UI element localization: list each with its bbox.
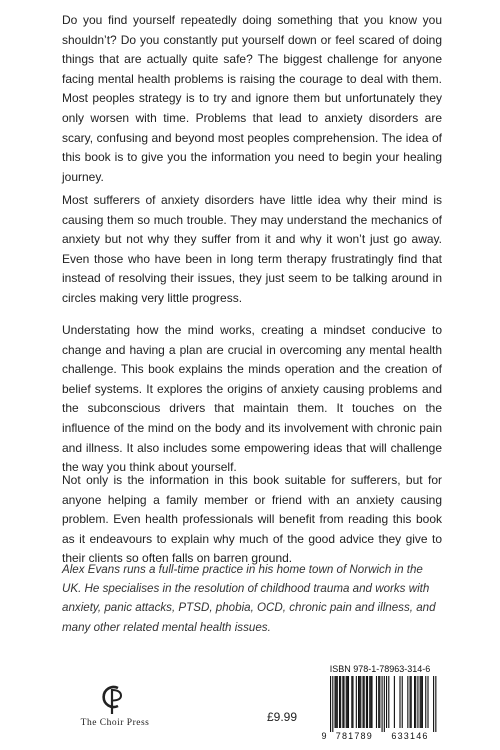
barcode-bar [342,676,343,728]
barcode-bar [427,676,428,728]
barcode-bar [402,676,403,728]
barcode-bar [421,676,422,728]
barcode-bar [399,676,400,728]
barcode-bar [348,676,349,728]
barcode-bar [351,676,352,728]
barcode-bar [343,676,344,728]
barcode-bar [425,676,426,728]
barcode-bar [356,676,357,728]
barcode-bar [388,676,389,728]
barcode-bar [330,676,331,732]
barcode-bar [358,676,359,728]
barcode-bar [347,676,348,728]
barcode-bar [366,676,367,728]
barcode-digits-3: 633146 [391,731,429,741]
barcode-bar [420,676,421,728]
barcode-bar [394,676,395,728]
barcode-bar [407,676,408,728]
barcode-bar [359,676,360,728]
barcode-bar [376,676,377,728]
barcode-panel [318,664,442,742]
barcode-bar [352,676,353,728]
publisher-logo [60,683,170,728]
barcode-bar [362,676,363,728]
barcode-bar [378,676,379,728]
isbn-barcode [318,676,442,742]
isbn-label: ISBN 978-1-78963-314-6 [329,664,431,674]
blurb-paragraph-3: Understating how the mind works, creating a mindset conducive to change and having a plan are crucial in overcoming any mental health challenge. This book explains the minds operation and the creation of belief systems. It explores the origins of anxiety causing problems and the subconscious drivers that maintain them. It touches on the influence of the mind on the body and its involvement with chronic pain and illness. It also includes some empowering ideas that will challenge the way you think about yourself. [62,323,442,475]
barcode-bar [370,676,371,728]
barcode-bar [367,676,368,728]
barcode-bar [435,676,436,732]
blurb-paragraph-1: Do you find yourself repeatedly doing something that you know you shouldn’t? Do you constantly put yourself down or feel scared of doing things that are actually quite safe? The biggest challenge for anyone facing mental health problems is raising the courage to deal with them. Most peoples strategy is to try and ignore them but unfortunately they only worsen with time. Problems that lead to anxiety disorders are scary, confusing and beyond most peoples comprehension. The idea of this book is to give you the information you need to begin your healing journey. [62,13,442,184]
blurb-paragraph-2: Most sufferers of anxiety disorders have little idea why their mind is causing them so much trouble. They may understand the mechanics of anxiety but not why they suffer from it and why it won’t just go away. Even those who have been in long term therapy frustratingly find that instead of resolving their issues, they just seem to be talking around in circles making very little progress. [62,193,442,305]
barcode-bar [369,676,370,728]
barcode-bar [332,676,333,732]
barcode-digits-1: 9 [321,731,327,741]
barcode-bar [339,676,340,728]
barcode-bar [386,676,387,728]
barcode-bar [417,676,418,728]
barcode-bar [433,676,434,732]
barcode-bar [410,676,411,728]
barcode-bar [371,676,372,728]
barcode-bar [346,676,347,728]
author-bio: Alex Evans runs a full-time practice in his home town of Norwich in the UK. He specialises in the resolution of childhood trauma and works with anxiety, panic attacks, PTSD, phobia, OCD, chronic pain and illness, and many other related mental health issues. [62,563,436,634]
barcode-bar [337,676,338,728]
cp-monogram-icon [99,683,127,715]
barcode-bar [414,676,415,728]
barcode-digits-2: 781789 [335,731,373,741]
barcode-bar [384,676,385,732]
barcode-bar [382,676,383,732]
barcode-bar [422,676,423,728]
barcode-bar [360,676,361,728]
publisher-name: The Choir Press [80,718,150,728]
barcode-bar [411,676,412,728]
barcode-bar [336,676,337,728]
barcode-bar [379,676,380,728]
barcode-bar [340,676,341,728]
barcode-bar [364,676,365,728]
barcode-bar [415,676,416,728]
price: £9.99 [267,710,298,724]
barcode-bar [334,676,335,728]
blurb-paragraph-4: Not only is the information in this book suitable for sufferers, but for anyone helping a family member or friend with an anxiety causing problem. Even health professionals will benefit from reading this book as it endeavours to explain why much of the good advice they give to their clients so often falls on barren ground. [62,473,442,566]
